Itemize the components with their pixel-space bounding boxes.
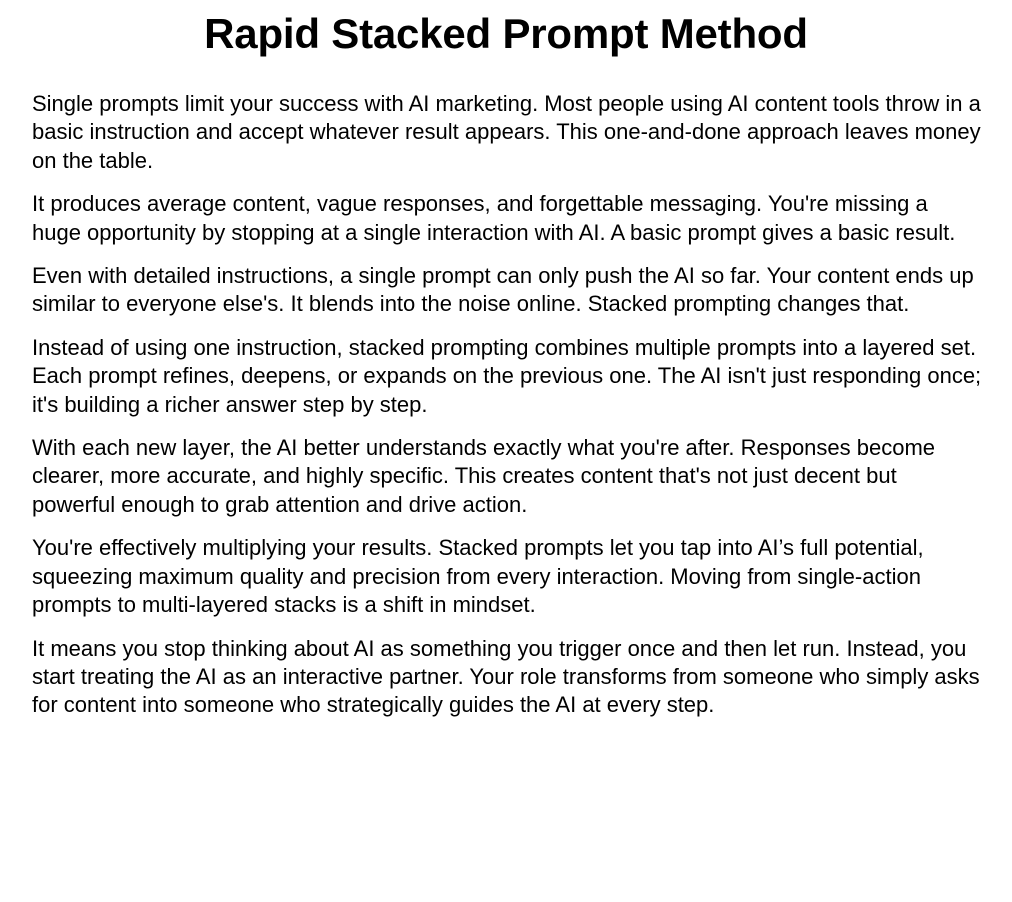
paragraph: It produces average content, vague responses, and forgettable messaging. You're missing a huge opportunity by stopping at a single interaction with AI. A basic prompt gives a basic result. xyxy=(32,191,956,245)
page-title: Rapid Stacked Prompt Method xyxy=(204,10,808,57)
paragraph: Even with detailed instructions, a single prompt can only push the AI so far. Your content ends up similar to everyone else's. It blends into the noise online. Stacked prompting changes that. xyxy=(32,263,974,317)
paragraph: You're effectively multiplying your results. Stacked prompts let you tap into AI’s full potential, squeezing maximum quality and precision from every interaction. Moving from single-action prompts to multi-layered stacks is a shift in mindset. xyxy=(32,535,924,618)
paragraph: Instead of using one instruction, stacked prompting combines multiple prompts into a layered set. Each prompt refines, deepens, or expands on the previous one. The AI isn't just responding once; it's building a richer answer step by step. xyxy=(32,334,982,417)
paragraph: Single prompts limit your success with AI marketing. Most people using AI content tools throw in a basic instruction and accept whatever result appears. This one-and-done approach leaves money on the table. xyxy=(32,91,981,173)
paragraph: With each new layer, the AI better understands exactly what you're after. Responses become clearer, more accurate, and highly specific. This creates content that's not just decent but powerful enough to grab attention and drive action. xyxy=(32,435,936,517)
paragraph: It means you stop thinking about AI as something you trigger once and then let run. Instead, you start treating the AI as an interactive partner. Your role transforms from someone who simply asks for content into someone who strategically guides the AI at every step. xyxy=(32,635,980,718)
document-body xyxy=(0,59,1012,720)
